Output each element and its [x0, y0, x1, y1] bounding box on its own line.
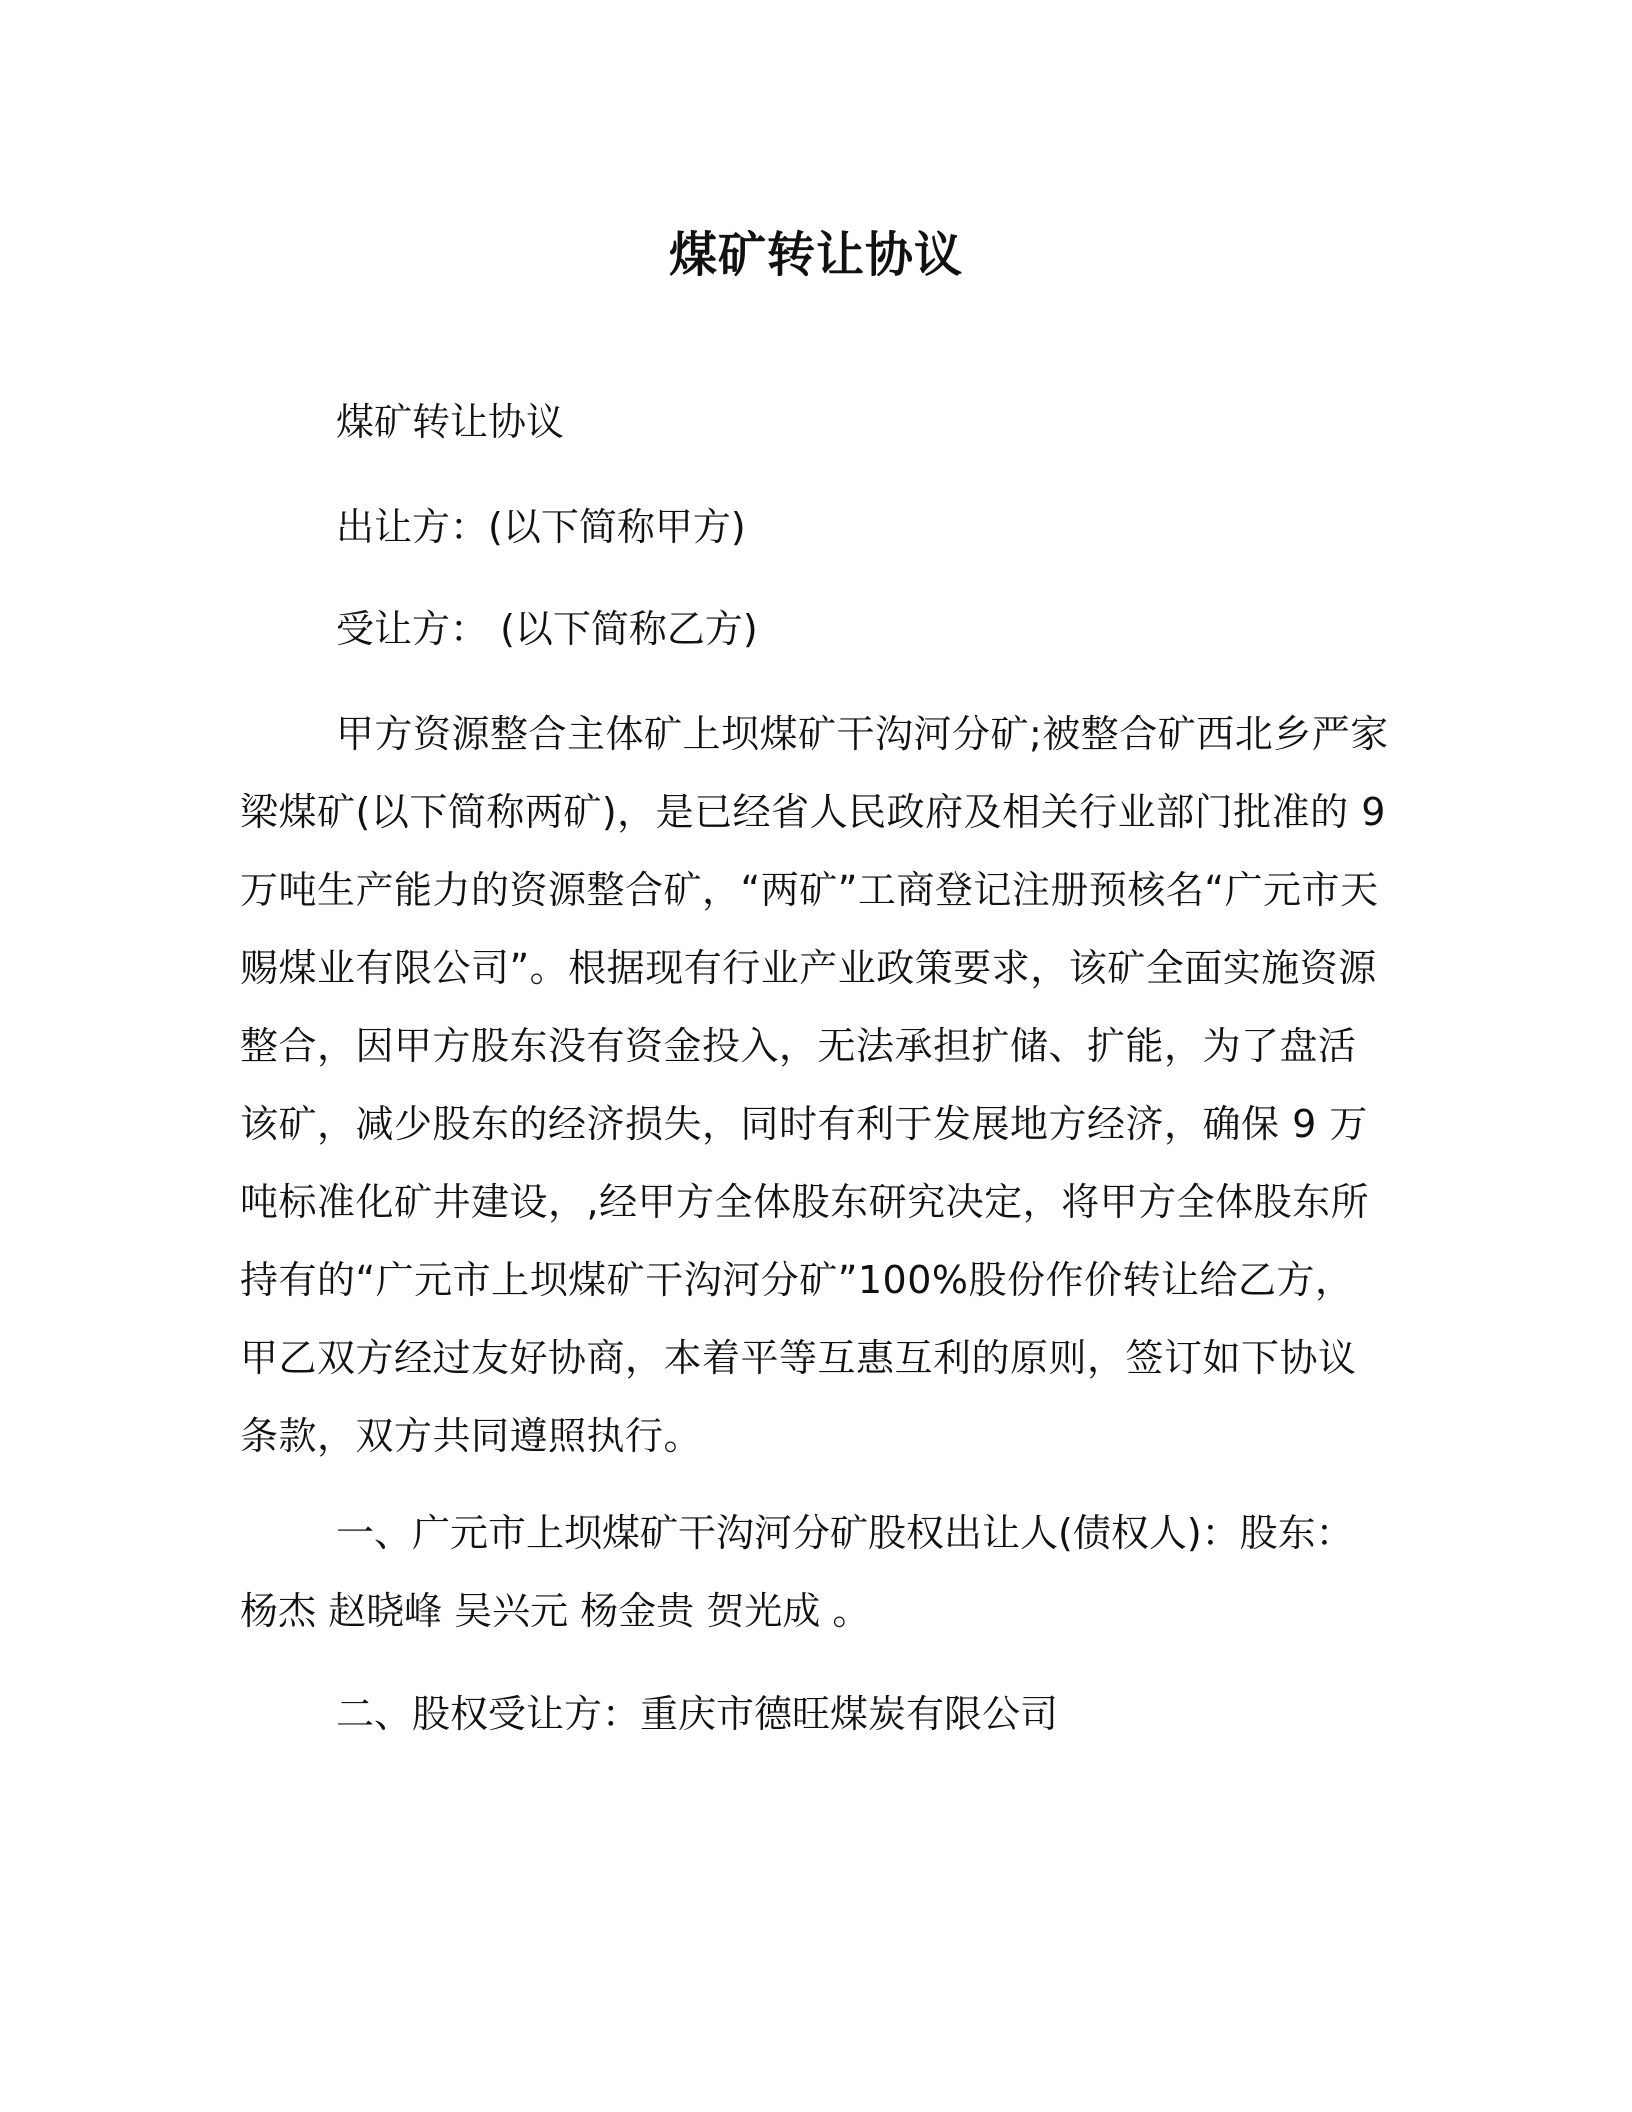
- grantee-line: 受让方： (以下简称乙方): [336, 607, 758, 651]
- section-1-paragraph: 一、广元市上坝煤矿干沟河分矿股权出让人(债权人)：股东： 杨杰 赵晓峰 吴兴元 杨金贵 贺光成 。: [240, 1511, 1354, 1633]
- body-paragraph: 甲方资源整合主体矿上坝煤矿干沟河分矿;被整合矿西北乡严家梁煤矿(以下简称两矿)，是已经省人民政府及相关行业部门批准的 9 万吨生产能力的资源整合矿，“两矿”工商登记注册预核名“广元市天赐煤业有限公司”。根据现有行业产业政策要求，该矿全面实施资源整合，因甲方股东没有资金投入，无法承担扩储、扩能，为了盘活该矿，减少股东的经济损失，同时有利于发展地方经济，确保 9 万吨标准化矿井建设，,经甲方全体股东研究决定，将甲方全体股东所持有的“广元市上坝煤矿干沟河分矿”100%股份作价转让给乙方，甲乙双方经过友好协商，本着平等互惠互利的原则，签订如下协议条款，双方共同遵照执行。: [240, 712, 1389, 1458]
- document-title: 煤矿转让协议: [668, 227, 963, 283]
- document-subtitle: 煤矿转让协议: [336, 400, 565, 444]
- section-2-paragraph: 二、股权受让方：重庆市德旺煤炭有限公司: [336, 1692, 1059, 1736]
- grantor-line: 出让方：(以下简称甲方): [336, 505, 746, 549]
